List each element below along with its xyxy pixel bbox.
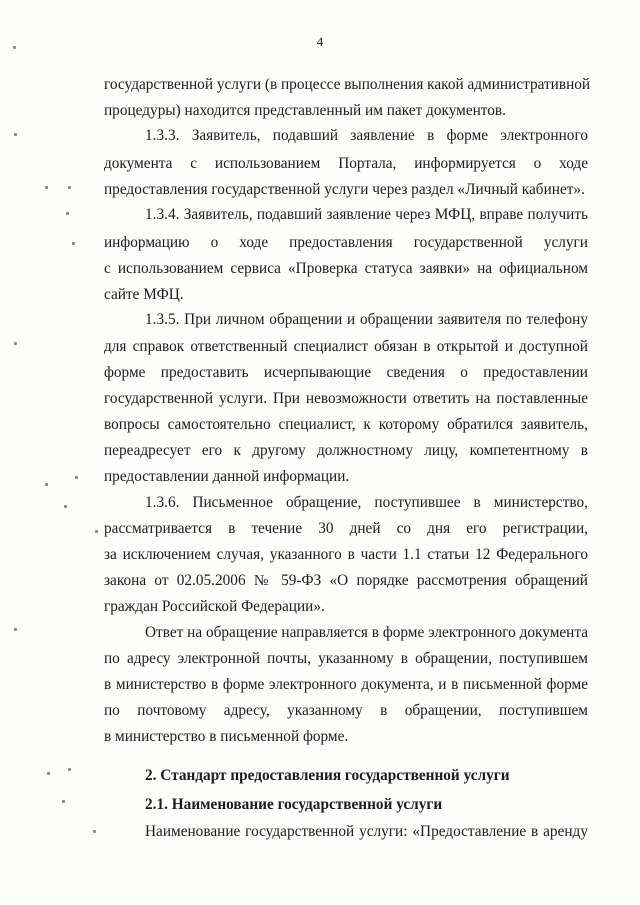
- text-line: за исключением случая, указанного в части 1.1 статьи 12 Федерального: [104, 546, 588, 563]
- text-line: рассматривается в течение 30 дней со дня его регистрации,: [104, 520, 588, 537]
- subsection-heading: 2.1. Наименование государственной услуги: [145, 796, 443, 813]
- scan-speck: [75, 476, 78, 479]
- text-line: 1.3.4. Заявитель, подавший заявление через МФЦ, вправе получить: [145, 206, 588, 223]
- text-line: 1.3.6. Письменное обращение, поступившее в министерство,: [145, 494, 588, 511]
- scan-speck: [62, 800, 65, 803]
- text-line: граждан Российской Федерации».: [104, 598, 325, 615]
- scan-speck: [93, 830, 96, 833]
- text-line: с использованием сервиса «Проверка статуса заявки» на официальном: [104, 260, 588, 277]
- text-line: 1.3.3. Заявитель, подавший заявление в форме электронного: [145, 127, 588, 144]
- section-heading: 2. Стандарт предоставления государственной услуги: [145, 767, 510, 784]
- text-line: процедуры) находится представленный им пакет документов.: [104, 102, 506, 119]
- scan-speck: [13, 46, 16, 49]
- text-line: предоставления государственной услуги через раздел «Личный кабинет».: [104, 181, 585, 198]
- scan-speck: [14, 342, 17, 345]
- scan-speck: [72, 242, 75, 245]
- text-line: по почтовому адресу, указанному в обращении, поступившем: [104, 702, 588, 719]
- text-line: для справок ответственный специалист обязан в открытой и доступной: [104, 338, 588, 355]
- scan-speck: [45, 483, 48, 486]
- text-line: в министерство в форме электронного документа, и в письменной форме: [104, 676, 588, 693]
- scan-speck: [68, 768, 71, 771]
- scan-speck: [45, 186, 48, 189]
- text-line: государственной услуги (в процессе выполнения какой административной: [104, 76, 591, 93]
- text-line: 1.3.5. При личном обращении и обращении заявителя по телефону: [145, 311, 588, 328]
- scan-speck: [64, 505, 67, 508]
- text-line: вопросы самостоятельно специалист, к которому обратился заявитель,: [104, 416, 588, 433]
- text-line: государственной услуги. При невозможности ответить на поставленные: [104, 390, 588, 407]
- scan-speck: [14, 133, 17, 136]
- scan-speck: [66, 212, 69, 215]
- text-line: информацию о ходе предоставления государственной услуги: [104, 234, 588, 251]
- text-line: Ответ на обращение направляется в форме электронного документа: [145, 624, 589, 641]
- text-line: сайте МФЦ.: [104, 286, 184, 303]
- text-line: в министерство в письменной форме.: [104, 728, 349, 745]
- page-number: 4: [316, 34, 324, 49]
- text-line: форме предоставить исчерпывающие сведения о предоставлении: [104, 364, 588, 381]
- scan-speck: [68, 186, 71, 189]
- text-line: закона от 02.05.2006 № 59-ФЗ «О порядке рассмотрения обращений: [104, 572, 588, 589]
- text-line: переадресует его к другому должностному лицу, компетентному в: [104, 442, 588, 459]
- text-line: по адресу электронной почты, указанному в обращении, поступившем: [104, 650, 588, 667]
- text-line: Наименование государственной услуги: «Предоставление в аренду: [145, 823, 588, 840]
- text-line: предоставлении данной информации.: [104, 468, 350, 485]
- scan-speck: [47, 772, 50, 775]
- text-line: документа с использованием Портала, информируется о ходе: [104, 155, 588, 172]
- scan-speck: [95, 530, 98, 533]
- scan-speck: [14, 628, 17, 631]
